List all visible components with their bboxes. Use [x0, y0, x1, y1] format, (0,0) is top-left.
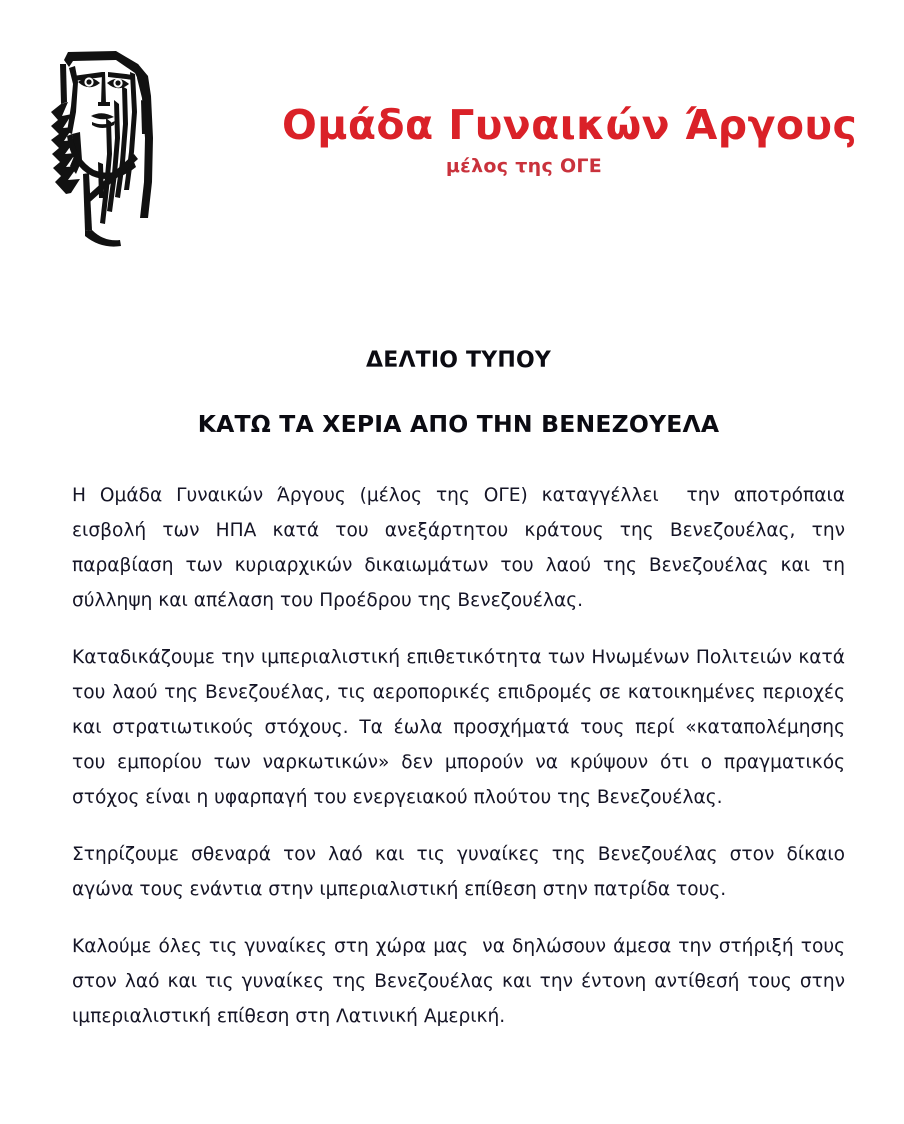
organization-name: Ομάδα Γυναικών Άργους [282, 101, 858, 149]
press-release-title: ΚΑΤΩ ΤΑ ΧΕΡΙΑ ΑΠΟ ΤΗΝ ΒΕΝΕΖΟΥΕΛΑ [197, 409, 720, 438]
press-release-label: ΔΕΛΤΙΟ ΤΥΠΟΥ [365, 347, 552, 373]
body-paragraph: Η Ομάδα Γυναικών Άργους (μέλος της ΟΓΕ) καταγγέλλει την αποτρόπαια εισβολή των ΗΠΑ κατά του ανεξάρτητου κράτους της Βενεζουέλας, την παραβίαση των κυριαρχικών δικαιωμάτων του λαού της Βενεζουέλας και τη σύλληψη και απέλαση του Προέδρου της Βενεζουέλας. [72, 485, 851, 611]
organization-subtitle: μέλος της ΟΓΕ [445, 155, 603, 178]
body-paragraph: Στηρίζουμε σθεναρά τον λαό και τις γυναίκες της Βενεζουέλας στον δίκαιο αγώνα τους ενάντια στην ιμπεριαλιστική επίθεση στην πατρίδα τους. [72, 844, 851, 900]
press-release-body [72, 478, 851, 1034]
organization-wordmark [282, 101, 862, 178]
letterhead [0, 0, 904, 300]
body-paragraph: Καλούμε όλες τις γυναίκες στη χώρα μας να δηλώσουν άμεσα την στήριξή τους στον λαό και τις γυναίκες της Βενεζουέλας και την έντονη αντίθεσή τους στην ιμπεριαλιστική επίθεση στη Λατινική Αμερική. [72, 936, 851, 1027]
woman-face-line-art-logo [42, 42, 164, 254]
body-paragraph: Καταδικάζουμε την ιμπεριαλιστική επιθετικότητα των Ηνωμένων Πολιτειών κατά του λαού της Βενεζουέλας, τις αεροπορικές επιδρομές σε κατοικημένες περιοχές και στρατιωτικούς στόχους. Τα έωλα προσχήματά τους περί «καταπολέμησης του εμπορίου των ναρκωτικών» δεν μπορούν να κρύψουν ότι ο πραγματικός στόχος είναι η υφαρπαγή του ενεργειακού πλούτου της Βενεζουέλας. [72, 647, 851, 808]
